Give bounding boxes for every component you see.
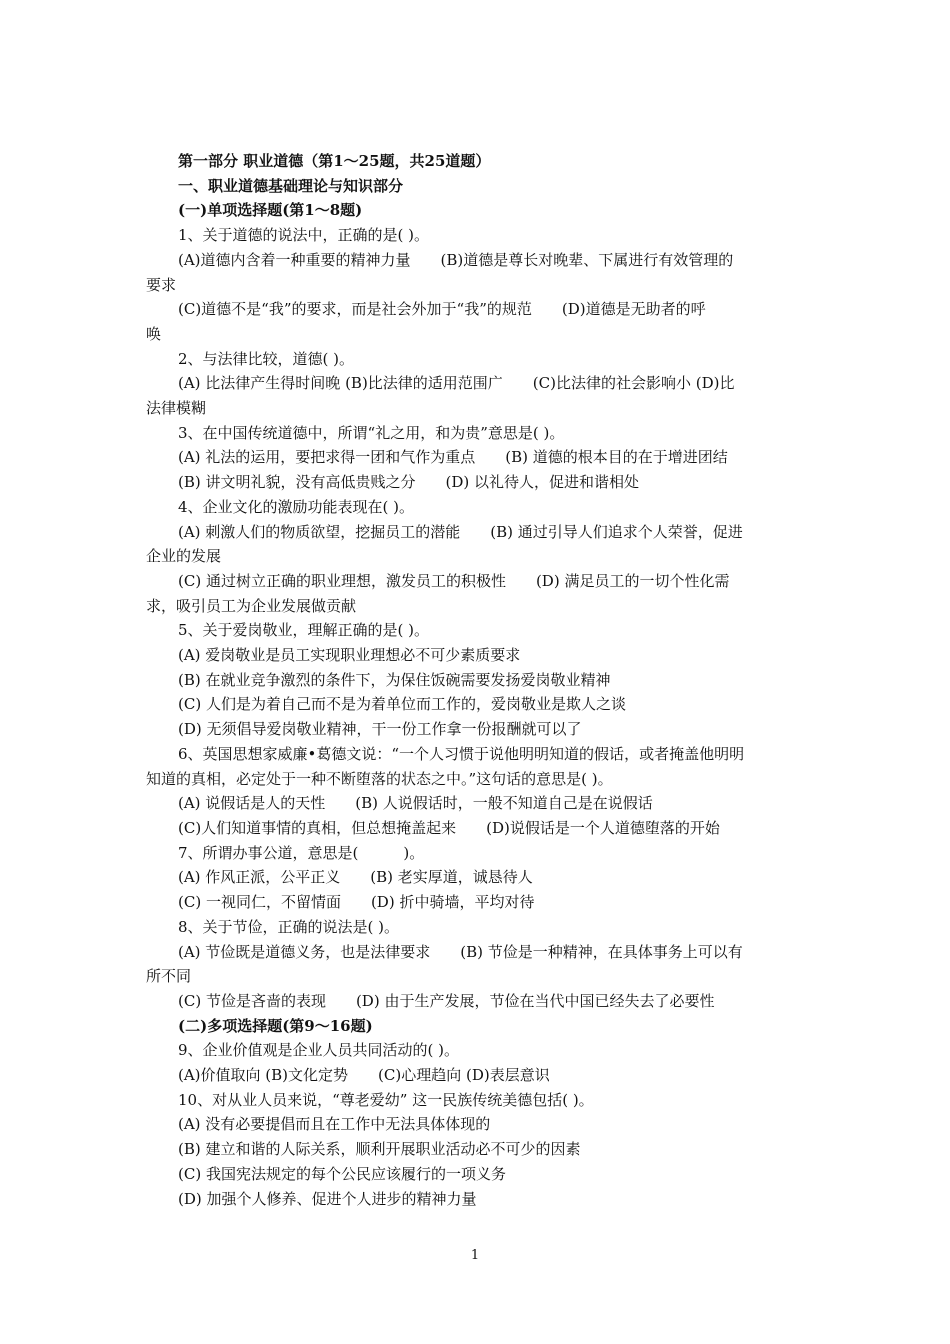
question-10-option-a: (A) 没有必要提倡而且在工作中无法具体体现的 — [178, 1115, 491, 1134]
question-4-options-cd: (C) 通过树立正确的职业理想，激发员工的积极性 (D) 满足员工的一切个性化需 — [178, 571, 730, 590]
part-heading: 第一部分 职业道德（第1～25题，共25道题） — [178, 152, 491, 170]
question-10-option-c: (C) 我国宪法规定的每个公民应该履行的一项义务 — [178, 1164, 506, 1183]
question-1-options-cd-cont: 唤 — [146, 324, 162, 343]
question-2-options: (A) 比法律产生得时间晚 (B)比法律的适用范围广 (C)比法律的社会影响小 (D)比 — [178, 374, 735, 393]
question-4-options-cd-cont: 求，吸引员工为企业发展做贡献 — [146, 596, 357, 615]
question-3-options-cd: (B) 讲文明礼貌，没有高低贵贱之分 (D) 以礼待人，促进和谐相处 — [178, 473, 639, 492]
question-10-option-d: (D) 加强个人修养、促进个人进步的精神力量 — [178, 1189, 477, 1208]
question-5-stem: 5、关于爱岗敬业，理解正确的是( )。 — [178, 621, 430, 640]
page-number: 1 — [470, 1248, 480, 1263]
question-1-options-cd: (C)道德不是“我”的要求，而是社会外加于“我”的规范 (D)道德是无助者的呼 — [178, 300, 706, 319]
question-5-option-a: (A) 爱岗敬业是员工实现职业理想必不可少素质要求 — [178, 646, 521, 665]
question-6-stem: 6、英国思想家威廉•葛德文说：“一个人习惯于说他明明知道的假话，或者掩盖他明明 — [178, 744, 745, 763]
question-6-options-cd: (C)人们知道事情的真相，但总想掩盖起来 (D)说假话是一个人道德堕落的开始 — [178, 818, 720, 837]
question-4-options-ab-cont: 企业的发展 — [146, 547, 222, 566]
single-choice-heading: (一)单项选择题(第1～8题) — [178, 201, 363, 220]
question-1-options-ab: (A)道德内含着一种重要的精神力量 (B)道德是尊长对晚辈、下属进行有效管理的 — [178, 250, 734, 269]
question-8-options-ab-cont: 所不同 — [146, 967, 192, 986]
question-2-stem: 2、与法律比较，道德( )。 — [178, 349, 355, 368]
document-body — [146, 149, 810, 1211]
question-1-stem: 1、关于道德的说法中，正确的是( )。 — [178, 226, 430, 245]
question-5-option-c: (C) 人们是为着自己而不是为着单位而工作的，爱岗敬业是欺人之谈 — [178, 695, 626, 714]
question-9-options: (A)价值取向 (B)文化定势 (C)心理趋向 (D)表层意识 — [178, 1066, 550, 1085]
question-5-option-d: (D) 无须倡导爱岗敬业精神，干一份工作拿一份报酬就可以了 — [178, 720, 582, 739]
question-6-stem-cont: 知道的真相，必定处于一种不断堕落的状态之中。”这句话的意思是( )。 — [146, 769, 613, 788]
question-10-option-b: (B) 建立和谐的人际关系，顺利开展职业活动必不可少的因素 — [178, 1140, 581, 1159]
question-7-options-cd: (C) 一视同仁，不留情面 (D) 折中骑墙，平均对待 — [178, 893, 535, 912]
question-3-stem: 3、在中国传统道德中，所谓“礼之用，和为贵”意思是( )。 — [178, 423, 565, 442]
section-heading: 一、职业道德基础理论与知识部分 — [178, 176, 404, 195]
question-10-stem: 10、对从业人员来说，“尊老爱幼” 这一民族传统美德包括( )。 — [178, 1090, 594, 1109]
question-7-stem: 7、所谓办事公道，意思是( )。 — [178, 843, 425, 862]
question-6-options-ab: (A) 说假话是人的天性 (B) 人说假话时，一般不知道自己是在说假话 — [178, 794, 653, 813]
question-9-stem: 9、企业价值观是企业人员共同活动的( )。 — [178, 1041, 460, 1060]
question-8-options-ab: (A) 节俭既是道德义务，也是法律要求 (B) 节俭是一种精神，在具体事务上可以有 — [178, 942, 743, 961]
multi-choice-heading: (二)多项选择题(第9～16题) — [178, 1016, 373, 1035]
question-8-options-cd: (C) 节俭是吝啬的表现 (D) 由于生产发展，节俭在当代中国已经失去了必要性 — [178, 991, 715, 1010]
question-3-options-ab: (A) 礼法的运用，要把求得一团和气作为重点 (B) 道德的根本目的在于增进团结 — [178, 448, 728, 467]
question-7-options-ab: (A) 作风正派，公平正义 (B) 老实厚道，诚恳待人 — [178, 868, 533, 887]
question-4-options-ab: (A) 刺激人们的物质欲望，挖掘员工的潜能 (B) 通过引导人们追求个人荣誉，促进 — [178, 522, 743, 541]
question-1-options-ab-cont: 要求 — [146, 275, 177, 294]
question-5-option-b: (B) 在就业竞争激烈的条件下，为保住饭碗需要发扬爱岗敬业精神 — [178, 670, 611, 689]
question-4-stem: 4、企业文化的激励功能表现在( )。 — [178, 497, 415, 516]
question-8-stem: 8、关于节俭，正确的说法是( )。 — [178, 917, 400, 936]
question-2-options-cont: 法律模糊 — [146, 399, 207, 418]
